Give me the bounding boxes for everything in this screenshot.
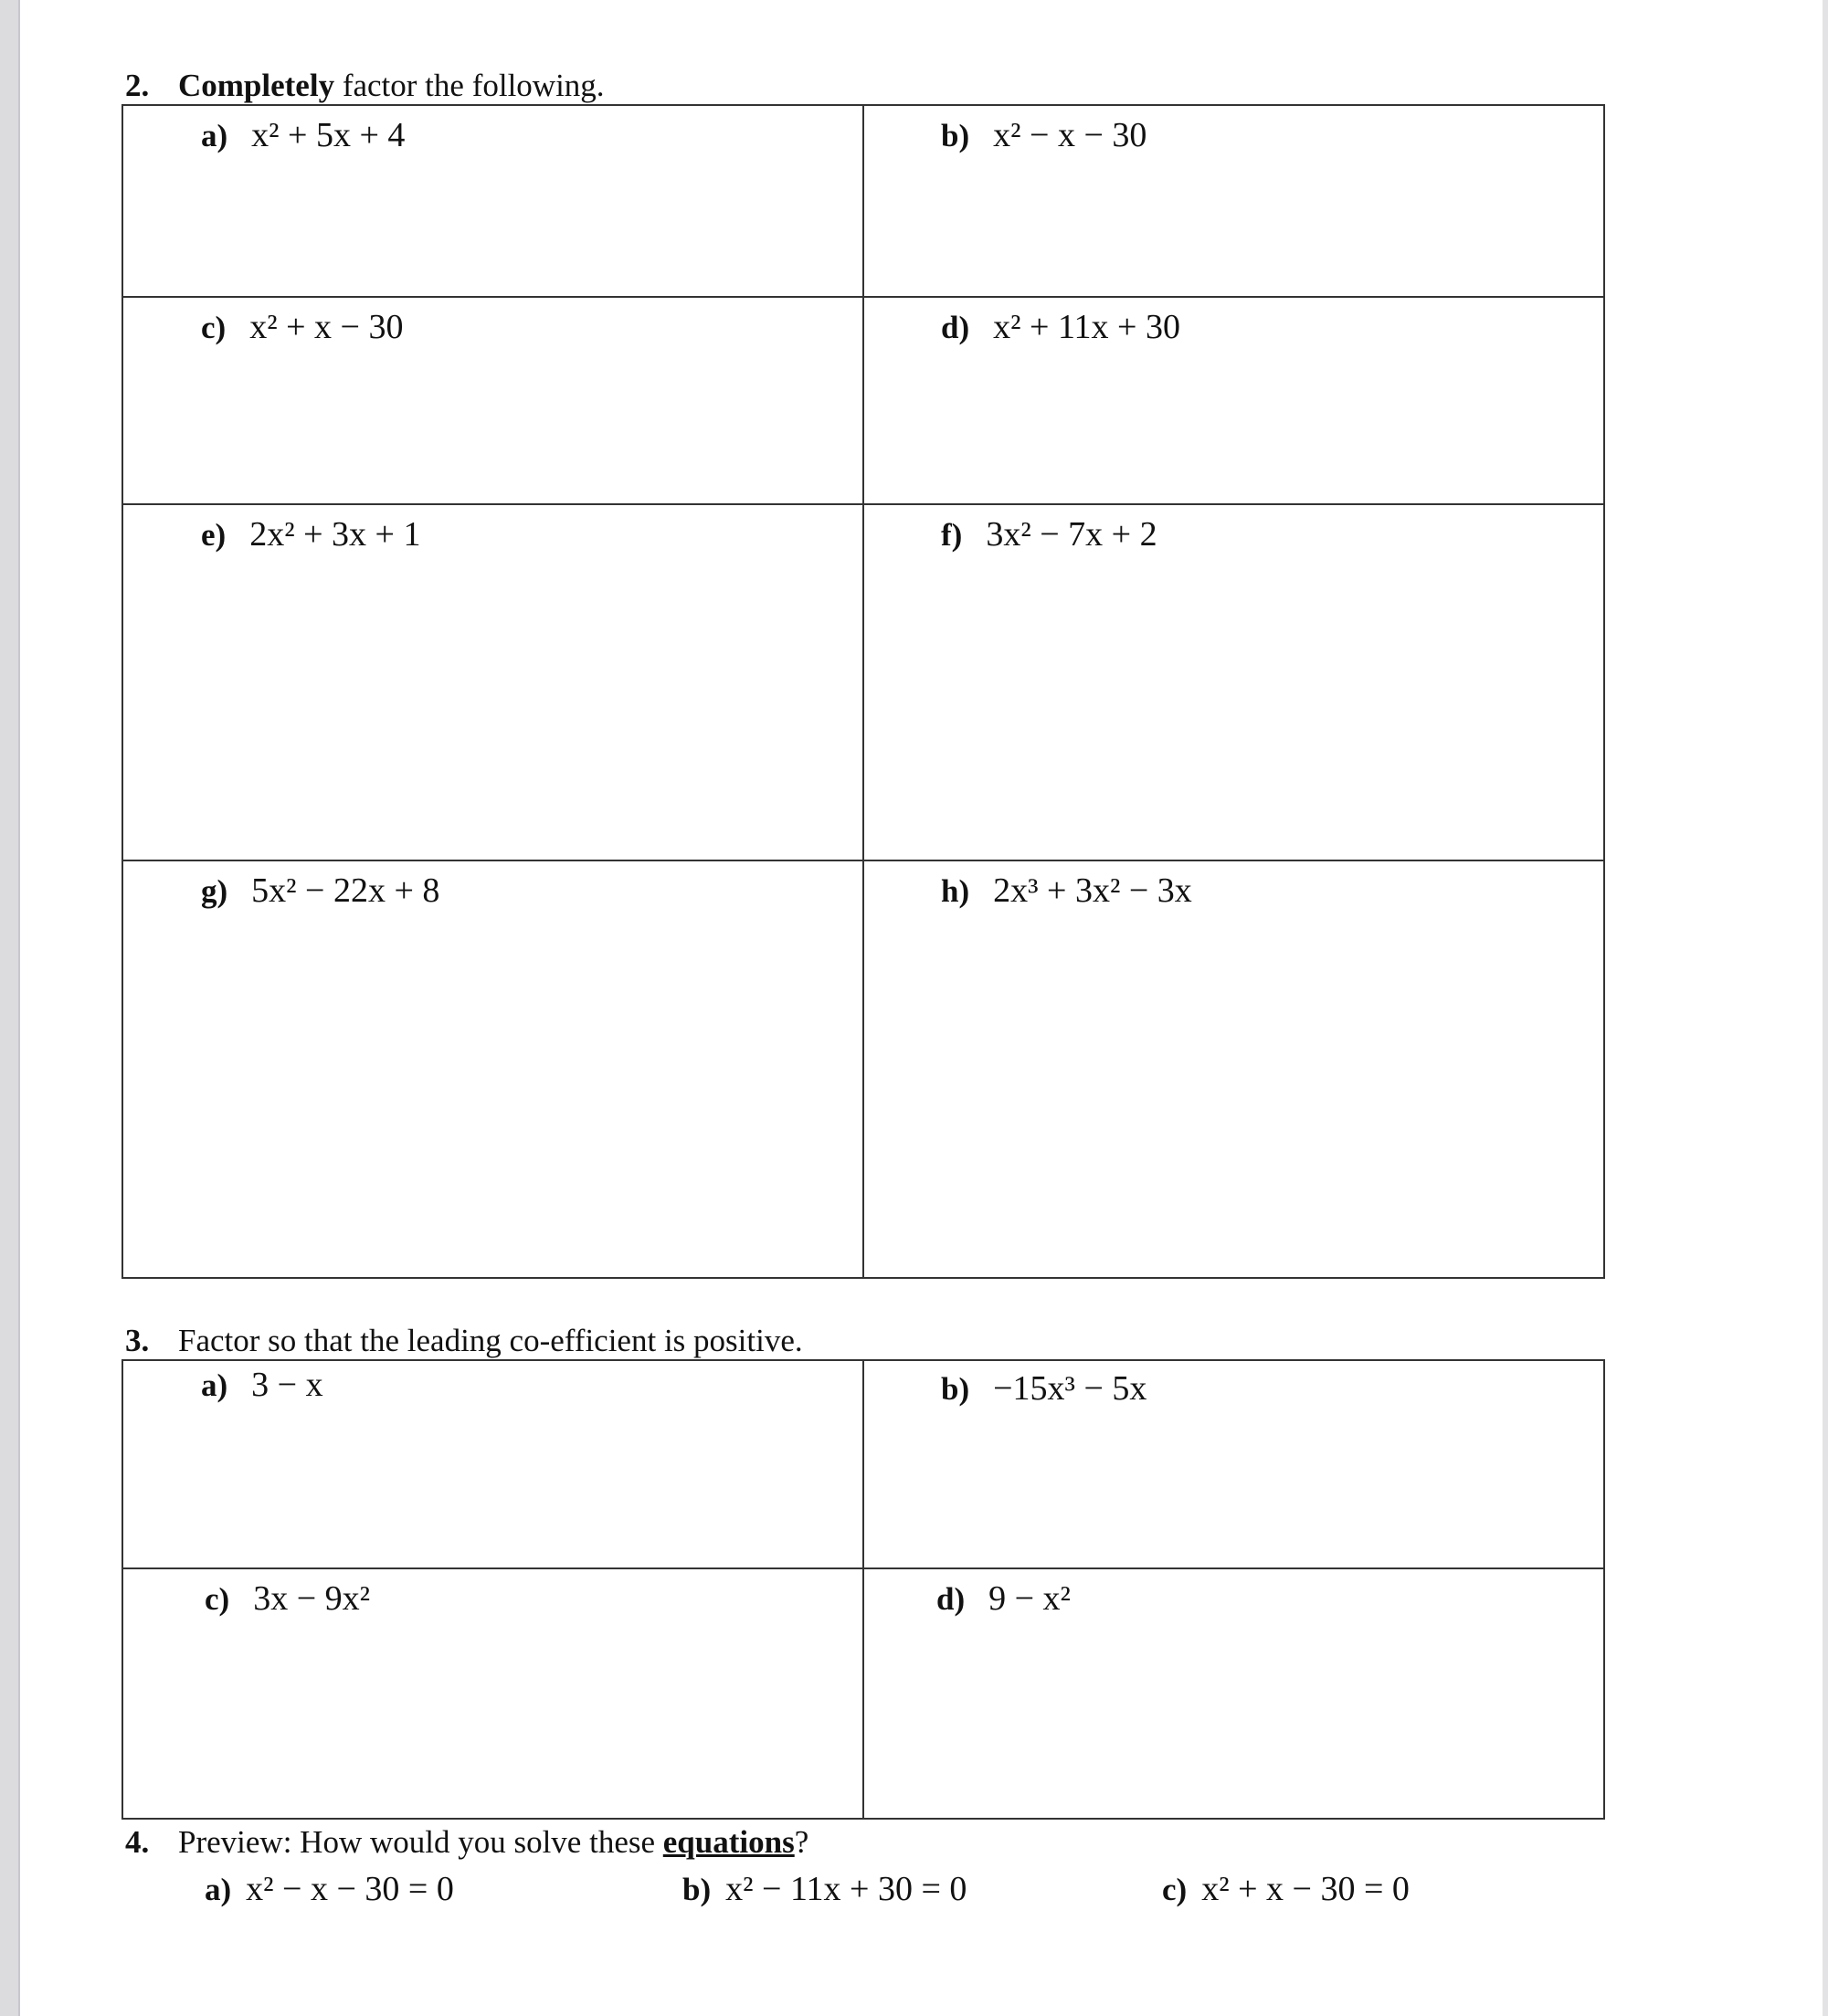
item-expression: x² + 5x + 4 <box>251 116 406 154</box>
q2-emphasis: Completely <box>178 68 335 103</box>
q2-heading <box>125 68 605 104</box>
item-label: e) <box>201 517 227 553</box>
item-expression: 9 − x² <box>988 1579 1071 1618</box>
item-expression: x² + x − 30 = 0 <box>1201 1870 1410 1908</box>
item-expression: x² − x − 30 = 0 <box>246 1870 454 1908</box>
item-label: c) <box>1162 1872 1188 1907</box>
item-label: a) <box>201 118 228 153</box>
item-label: h) <box>941 873 970 909</box>
q3-grid-divider <box>122 1567 1605 1569</box>
item-expression: 2x² + 3x + 1 <box>249 515 421 554</box>
q2-item-d <box>941 307 1180 348</box>
item-expression: x² − x − 30 <box>993 116 1147 154</box>
q2-item-g <box>201 871 439 912</box>
q2-item-f <box>941 514 1157 555</box>
item-label: d) <box>941 310 970 345</box>
scrollbar-track <box>1823 0 1828 2016</box>
q4-item-c <box>1162 1869 1410 1910</box>
q3-heading <box>125 1323 803 1359</box>
q2-grid-divider <box>862 104 864 1279</box>
q2-grid-divider <box>122 503 1605 505</box>
q4-item-a <box>205 1869 454 1910</box>
item-expression: 3 − x <box>251 1366 323 1404</box>
q3-item-c <box>205 1578 370 1620</box>
q2-item-b <box>941 115 1146 156</box>
item-label: a) <box>205 1872 232 1907</box>
q3-number: 3. <box>125 1323 150 1358</box>
item-expression: x² + x − 30 <box>249 308 404 346</box>
q3-instruction: Factor so that the leading co-efficient is positive. <box>178 1323 803 1358</box>
item-expression: x² + 11x + 30 <box>993 308 1180 346</box>
item-label: b) <box>941 1371 970 1407</box>
item-label: d) <box>936 1581 966 1617</box>
item-expression: 2x³ + 3x² − 3x <box>993 871 1192 910</box>
q2-number: 2. <box>125 68 150 103</box>
item-expression: −15x³ − 5x <box>993 1369 1147 1408</box>
q2-item-c <box>201 307 403 348</box>
item-label: c) <box>205 1581 230 1617</box>
page-edge-strip <box>0 0 20 2016</box>
q2-item-a <box>201 115 405 156</box>
item-expression: 3x − 9x² <box>253 1579 371 1618</box>
q3-item-d <box>936 1578 1071 1620</box>
q3-item-b <box>941 1368 1146 1409</box>
q2-grid-divider <box>122 296 1605 298</box>
item-expression: x² − 11x + 30 = 0 <box>725 1870 967 1908</box>
q4-question-mark: ? <box>794 1824 809 1860</box>
item-expression: 5x² − 22x + 8 <box>251 871 440 910</box>
q3-item-a <box>201 1365 323 1406</box>
q2-item-h <box>941 871 1192 912</box>
q4-heading <box>125 1824 808 1861</box>
q2-item-e <box>201 514 420 555</box>
q4-number: 4. <box>125 1824 150 1860</box>
item-label: f) <box>941 517 963 553</box>
item-label: g) <box>201 873 228 909</box>
q2-grid-divider <box>122 860 1605 861</box>
q3-grid-divider <box>862 1359 864 1820</box>
item-label: b) <box>941 118 970 153</box>
q4-instruction: Preview: How would you solve these <box>178 1824 663 1860</box>
item-label: a) <box>201 1367 228 1403</box>
q2-instruction: factor the following. <box>334 68 605 103</box>
q4-emphasis: equations <box>662 1824 795 1860</box>
item-expression: 3x² − 7x + 2 <box>986 515 1157 554</box>
item-label: b) <box>682 1872 712 1907</box>
q4-item-b <box>682 1869 967 1910</box>
item-label: c) <box>201 310 227 345</box>
